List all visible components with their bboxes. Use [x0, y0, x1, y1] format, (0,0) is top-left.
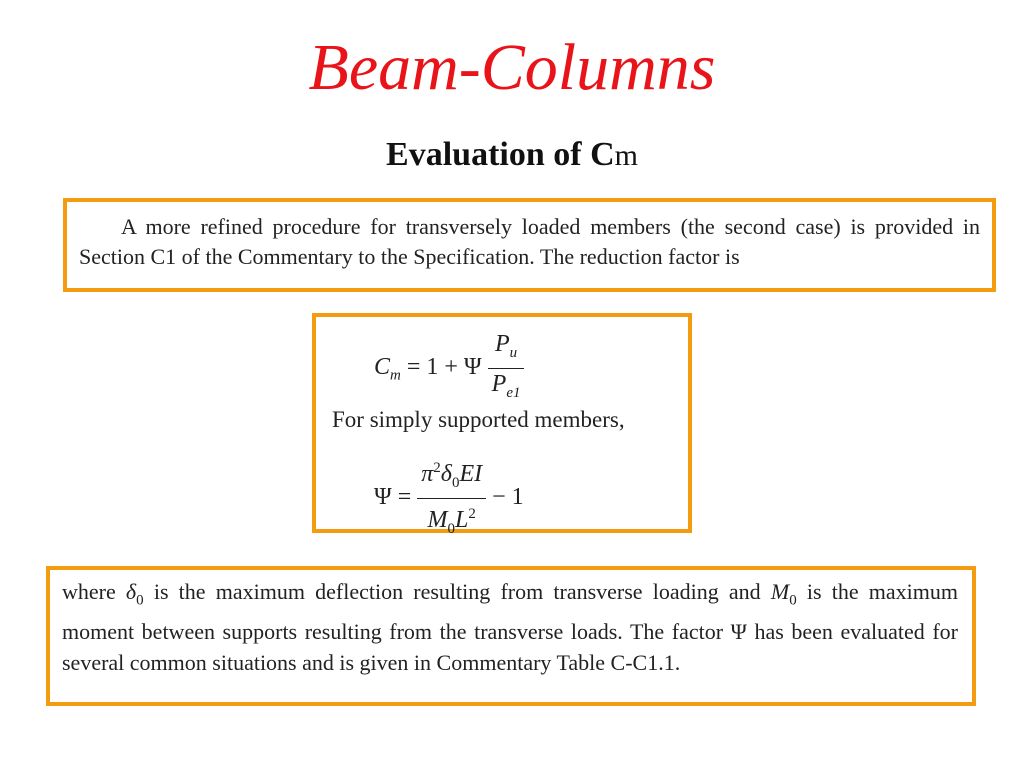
delta-symbol: δ — [125, 579, 137, 604]
cm-rhs-prefix: = 1 + Ψ — [406, 353, 482, 380]
cm-lhs: C — [374, 353, 391, 380]
cm-equation — [374, 329, 524, 408]
psi-numerator: $\pi^2\delta_0EI$ — [417, 453, 486, 499]
cm-denominator: $P_{e1}$ — [491, 370, 521, 401]
cm-numerator: $P_u$ — [488, 329, 525, 369]
psi-denominator: $M_0L^2$ — [427, 505, 476, 537]
simply-supported-text: For simply supported members, — [332, 407, 625, 432]
psi-equation — [374, 453, 524, 544]
cm-fraction — [488, 329, 525, 408]
cm-lhs-sub: m — [390, 367, 401, 384]
intro-text: A more refined procedure for transversely loaded members (the second case) is provided in Section C1 of the Commentary to the Specification. The reduction factor is — [79, 214, 980, 269]
m-symbol: M — [770, 579, 790, 604]
psi-lhs: Ψ — [374, 483, 392, 510]
psi-eq: = — [397, 483, 412, 510]
subtitle-text: Evaluation of C — [386, 136, 615, 173]
slide-subtitle — [0, 133, 1024, 178]
psi-tail: − 1 — [492, 483, 524, 510]
footer-text: where $\delta_0$ is the maximum deflection resulting from transverse loading and $M_0$ is the maximum moment between supports resulting from the transverse loads. The factor Ψ has been evaluated for several common situations and is given in Commentary Table C-C1.1. — [62, 579, 958, 676]
subtitle-suffix: m — [614, 139, 638, 172]
equation-box — [312, 313, 692, 537]
footer-box — [46, 566, 976, 706]
intro-box — [63, 198, 996, 292]
psi-fraction — [417, 453, 486, 544]
slide-title: Beam-Columns — [308, 31, 716, 104]
